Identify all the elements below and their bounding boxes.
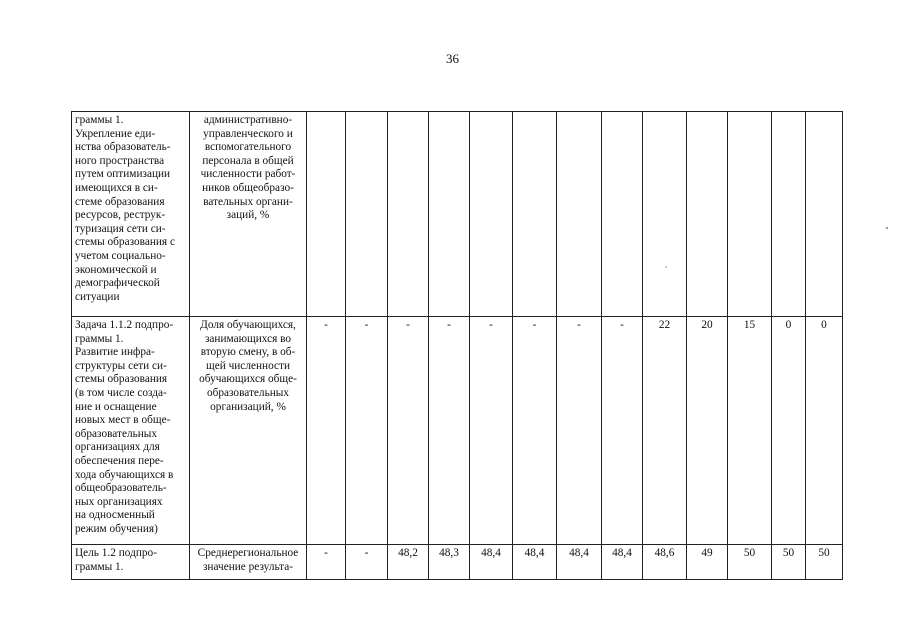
value-cell: 48,3 [429, 545, 470, 580]
table-row [72, 317, 843, 545]
value-cell: 49 [687, 545, 728, 580]
value-cell [346, 112, 388, 317]
value-cell: 48,4 [470, 545, 513, 580]
value-cell: - [429, 317, 470, 545]
value-cell [806, 112, 843, 317]
value-cell: 48,4 [513, 545, 557, 580]
value-cell [643, 112, 687, 317]
value-cell: 48,4 [557, 545, 602, 580]
value-cell [602, 112, 643, 317]
value-cell: - [388, 317, 429, 545]
value-cell [772, 112, 806, 317]
goal-task-cell: Цель 1.2 подпро- граммы 1. [72, 545, 190, 580]
value-cell: 50 [806, 545, 843, 580]
scan-speck [665, 266, 667, 268]
value-cell [388, 112, 429, 317]
value-cell [470, 112, 513, 317]
value-cell [513, 112, 557, 317]
value-cell: 50 [772, 545, 806, 580]
value-cell: 0 [772, 317, 806, 545]
indicator-cell: Доля обучающихся, занимающихся во вторую смену, в об- щей численности обучающихся обще- образовательных организаций, % [190, 317, 307, 545]
value-cell: - [346, 317, 388, 545]
page-number: 36 [446, 51, 459, 66]
value-cell [307, 112, 346, 317]
table-row [72, 112, 843, 317]
value-cell: - [307, 317, 346, 545]
value-cell: - [557, 317, 602, 545]
value-cell: 48,6 [643, 545, 687, 580]
value-cell [687, 112, 728, 317]
goal-task-cell: Задача 1.1.2 подпро- граммы 1. Развитие инфра- структуры сети си- стемы образования (в том числе созда- ние и оснащение новых мест в обще- образовательных организациях для обеспечения пере- хода обучающихся в общеобразователь- ных организациях на односменный режим обучения) [72, 317, 190, 545]
value-cell [557, 112, 602, 317]
table-row [72, 545, 843, 580]
value-cell: 20 [687, 317, 728, 545]
value-cell: 0 [806, 317, 843, 545]
value-cell: - [346, 545, 388, 580]
indicator-cell: административно- управленческого и вспомогательного персонала в общей численности работ- ников общеобразо- вательных органи- заций, % [190, 112, 307, 317]
value-cell: 48,4 [602, 545, 643, 580]
indicator-cell: Среднерегиональное значение результа- [190, 545, 307, 580]
value-cell: - [470, 317, 513, 545]
value-cell [728, 112, 772, 317]
value-cell: 50 [728, 545, 772, 580]
value-cell: 15 [728, 317, 772, 545]
indicators-table [71, 111, 843, 580]
value-cell: 22 [643, 317, 687, 545]
value-cell [429, 112, 470, 317]
value-cell: 48,2 [388, 545, 429, 580]
scan-speck [886, 227, 888, 229]
goal-task-cell: граммы 1. Укрепление еди- нства образователь- ного пространства путем оптимизации имеющихся в си- стеме образования ресурсов, реструк- туризация сети си- стемы образования с учетом социально- экономической и демографической ситуации [72, 112, 190, 317]
value-cell: - [307, 545, 346, 580]
value-cell: - [513, 317, 557, 545]
value-cell: - [602, 317, 643, 545]
